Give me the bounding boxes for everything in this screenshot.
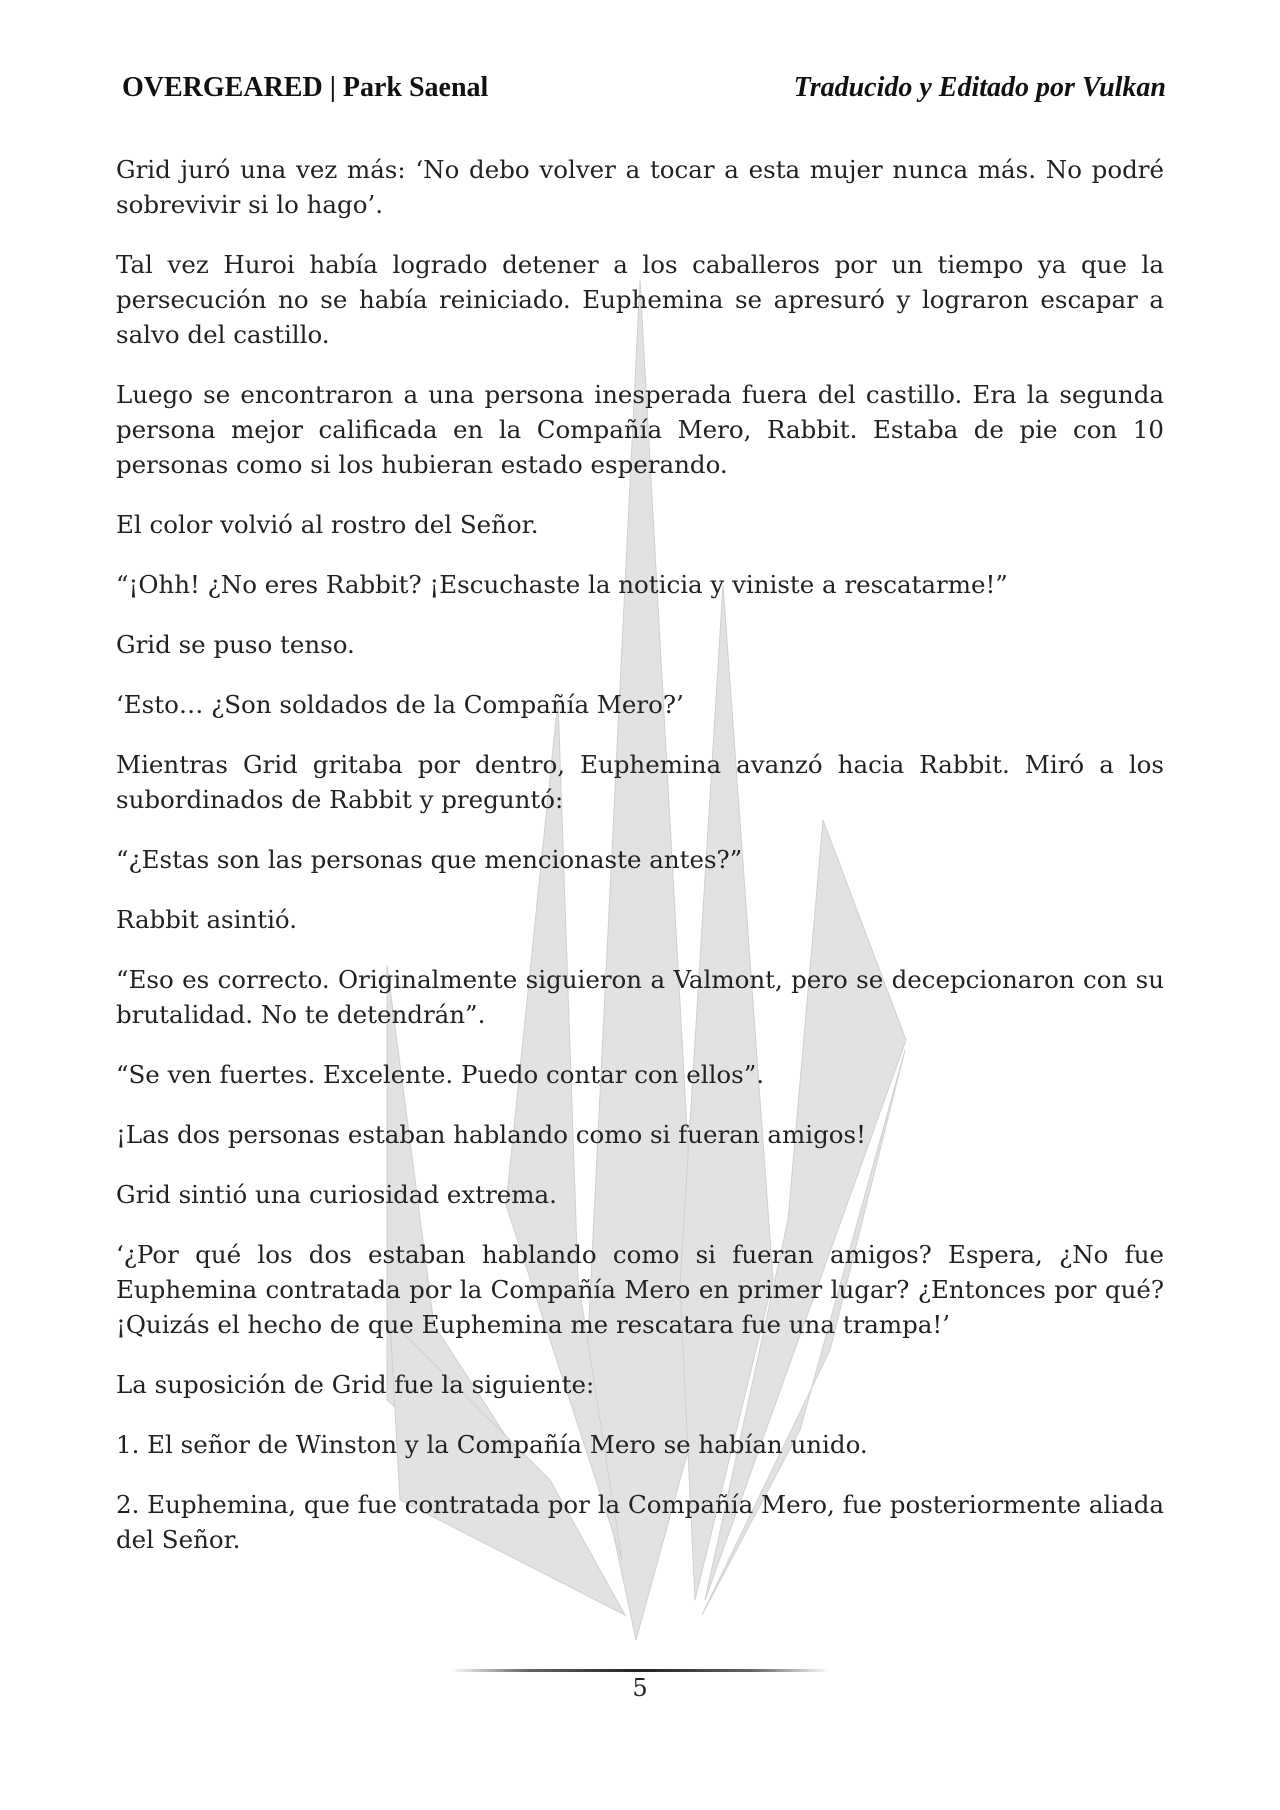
paragraph: 2. Euphemina, que fue contratada por la Compañía Mero, fue posteriormente aliada del Señor. — [116, 1490, 1164, 1554]
header-translator-credit: Traducido y Editado por Vulkan — [793, 72, 1166, 103]
header-book-title: OVERGEARED | Park Saenal — [122, 72, 489, 103]
paragraph: Luego se encontraron a una persona inesperada fuera del castillo. Era la segunda persona mejor calificada en la Compañía Mero, Rabbit. Estaba de pie con 10 personas como si los hubieran estado esperando. — [116, 380, 1164, 479]
paragraph: ¡Las dos personas estaban hablando como si fueran amigos! — [116, 1120, 866, 1149]
paragraph: 1. El señor de Winston y la Compañía Mero se habían unido. — [116, 1430, 868, 1459]
paragraph: Grid sintió una curiosidad extrema. — [116, 1180, 557, 1209]
page-header — [122, 72, 1166, 112]
paragraph: La suposición de Grid fue la siguiente: — [116, 1370, 595, 1399]
paragraph: Grid juró una vez más: ‘No debo volver a tocar a esta mujer nunca más. No podré sobrevivir si lo hago’. — [116, 155, 1164, 219]
paragraph: “¡Ohh! ¿No eres Rabbit? ¡Escuchaste la noticia y viniste a rescatarme!” — [116, 570, 1008, 599]
paragraph: “¿Estas son las personas que mencionaste antes?” — [116, 845, 743, 874]
paragraph: Mientras Grid gritaba por dentro, Euphemina avanzó hacia Rabbit. Miró a los subordinados de Rabbit y preguntó: — [116, 750, 1164, 814]
paragraph: ‘¿Por qué los dos estaban hablando como si fueran amigos? Espera, ¿No fue Euphemina contratada por la Compañía Mero en primer lugar? ¿Entonces por qué? ¡Quizás el hecho de que Euphemina me rescatara fue una trampa!’ — [116, 1240, 1164, 1339]
body-text — [116, 152, 1164, 1582]
paragraph: Rabbit asintió. — [116, 905, 298, 934]
paragraph: “Se ven fuertes. Excelente. Puedo contar con ellos”. — [116, 1060, 765, 1089]
page-number: 5 — [632, 1674, 648, 1702]
paragraph: Tal vez Huroi había logrado detener a los caballeros por un tiempo ya que la persecución no se había reiniciado. Euphemina se apresuró y lograron escapar a salvo del castillo. — [116, 250, 1164, 349]
paragraph: ‘Esto… ¿Son soldados de la Compañía Mero?’ — [116, 690, 684, 719]
paragraph: “Eso es correcto. Originalmente siguieron a Valmont, pero se decepcionaron con su brutalidad. No te detendrán”. — [116, 965, 1164, 1029]
footer-divider — [450, 1669, 830, 1672]
paragraph: Grid se puso tenso. — [116, 630, 355, 659]
paragraph: El color volvió al rostro del Señor. — [116, 510, 539, 539]
